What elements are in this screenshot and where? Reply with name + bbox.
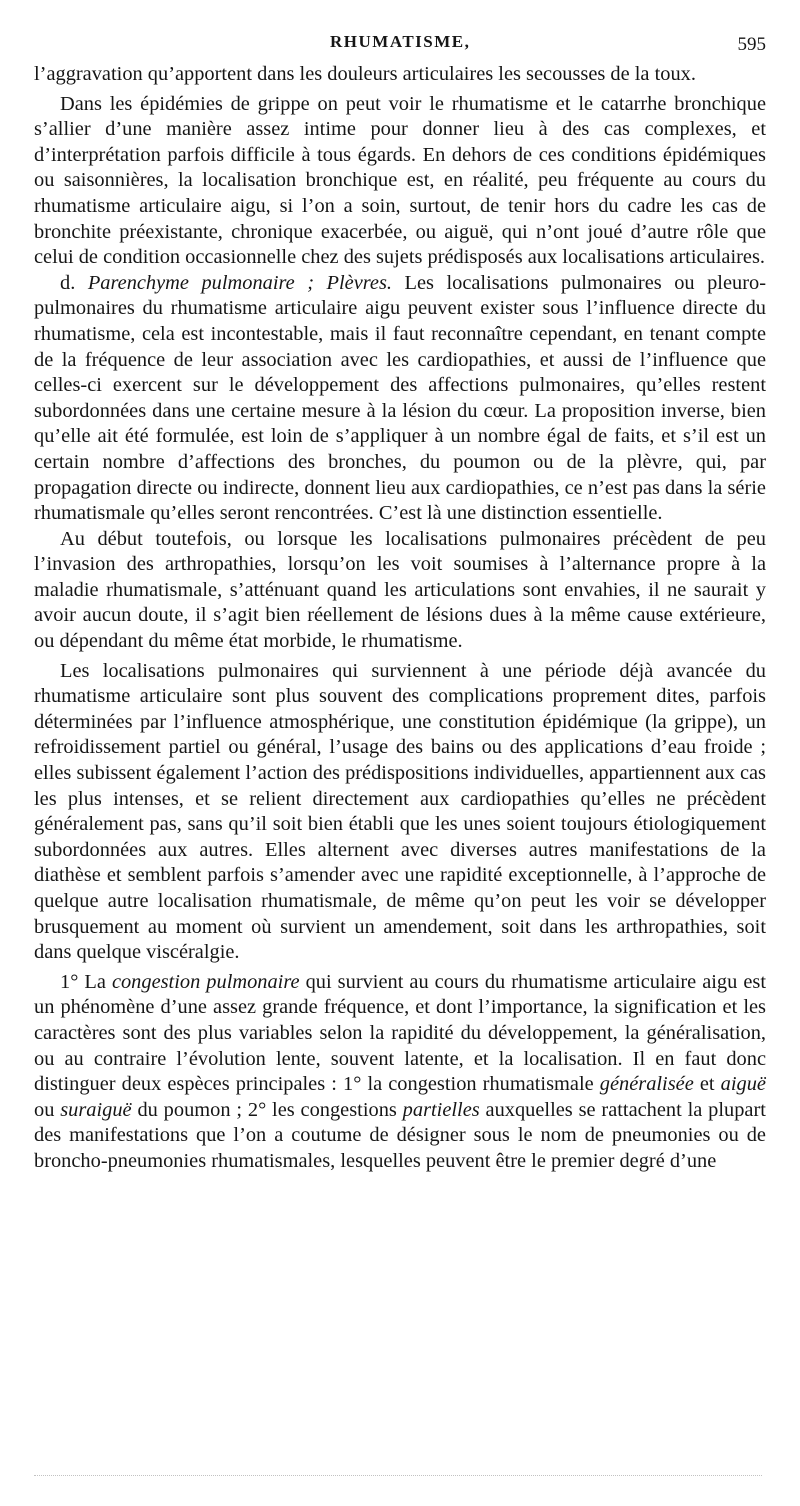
- term-suraigue: suraiguë: [60, 1098, 132, 1121]
- term-aigue: aiguë: [720, 1073, 766, 1096]
- paragraph-3: [34, 271, 766, 527]
- section-heading: Parenchyme pulmonaire ; Plèvres.: [87, 271, 393, 294]
- footer-rule: [34, 1475, 762, 1476]
- paragraph-2: Dans les épidémies de grippe on peut voir le rhumatisme et le catarrhe bronchique s’allier d’une manière assez intime pour donner lieu à des cas complexes, et d’interprétation parfois difficile à tous égards. En dehors de ces conditions épidémiques ou saisonnières, la localisation bronchique est, en réalité, peu fréquente au cours du rhumatisme articulaire aigu, si l’on a soin, surtout, de tenir hors du cadre les cas de bronchite préexistante, chronique exacerbée, ou aiguë, qui n’ont joué d’autre rôle que celui de condition occasionnelle chez des sujets prédisposés aux localisations articulaires.: [34, 92, 766, 269]
- term-partielles: partielles: [402, 1098, 480, 1121]
- running-title: RHUMATISME,: [330, 32, 471, 51]
- page-number: 595: [737, 34, 766, 55]
- paragraph-3-text: Les localisations pulmonaires ou pleuro-pulmonaires du rhumatisme articulaire aigu peuvent exister sous l’influence directe du rhumatisme, cela est incontestable, mais il faut reconnaître cependant, en tenant compte de la fréquence de leur association avec les cardiopathies, et aussi de l’influence que celles-ci exercent sur le développement des affections pulmonaires, qu’elles restent subordonnées dans une certaine mesure à la lésion du cœur. La proposition inverse, bien qu’elle ait été formulée, est loin de s’appliquer à un nombre égal de faits, et s’il est un certain nombre d’affections des bronches, du poumon ou de la plèvre, qui, par propagation directe ou indirecte, donnent lieu aux cardiopathies, ce n’est pas dans la série rhumatismale qu’elles seront rencontrées. C’est là une distinction essentielle.: [34, 271, 766, 525]
- numbered-lead: 1°: [60, 970, 79, 993]
- section-letter: d.: [60, 271, 76, 294]
- term-generalisee: généralisée: [599, 1073, 694, 1096]
- paragraph-1: l’aggravation qu’apportent dans les douleurs articulaires les secousses de la toux.: [34, 63, 696, 85]
- paragraph-6: 1° La congestion pulmonaire qui survient au cours du rhumatisme articulaire aigu est un phénomène d’une assez grande fréquence, et dont l’importance, la signification et les caractères sont des plus variables selon la rapidité du développement, la généralisation, ou au contraire l’évolution lente, souvent latente, et la localisation. Il en faut donc distinguer deux espèces principales : 1° la congestion rhumatismale généralisée et aiguë ou suraiguë du poumon ; 2° les congestions partielles auxquelles se rattachent la plupart des manifestations que l’on a coutume de désigner sous le nom de pneumonies ou de broncho-pneumonies rhumatismales, lesquelles peuvent être le premier degré d’une: [34, 970, 766, 1172]
- paragraph-5: Les localisations pulmonaires qui surviennent à une période déjà avancée du rhumatisme articulaire sont plus souvent des complications proprement dites, parfois déterminées par l’influence atmosphérique, une constitution épidémique (la grippe), un refroidissement partiel ou général, l’usage des bains ou des applications d’eau froide ; elles subissent également l’action des prédispositions individuelles, appartiennent aux cas les plus intenses, et se relient directement aux cardiopathies qu’elles ne précèdent généralement pas, sans qu’il soit bien établi que les unes soient toujours étiologiquement subordonnées aux autres. Elles alternent avec diverses autres manifestations de la diathèse et semblent parfois s’amender avec une rapidité exceptionnelle, à l’approche de quelque autre localisation rhumatismale, de même qu’on peut les voir se développer brusquement au moment où survient un amendement, soit dans les arthropathies, soit dans quelque viscéralgie.: [34, 659, 766, 964]
- paragraph-4: Au début toutefois, ou lorsque les localisations pulmonaires précèdent de peu l’invasion des arthropathies, lorsqu’on les voit soumises à l’alternance propre à la maladie rhumatismale, s’atténuant quand les articulations sont envahies, il ne saurait y avoir aucun doute, il s’agit bien réellement de lésions dues à la même cause extérieure, ou dépendant du même état morbide, le rhumatisme.: [34, 527, 766, 653]
- running-header: [0, 30, 800, 60]
- term-congestion-pulmonaire: congestion pulmonaire: [111, 970, 300, 993]
- body-text: [34, 62, 766, 1175]
